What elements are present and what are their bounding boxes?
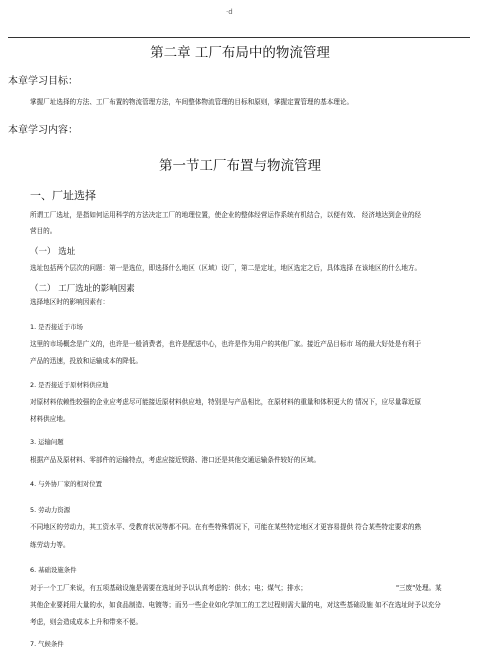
- factor-line: 不同地区的劳动力，其工资水平、受教育状况等都不同。在有些特殊情况下，可能在某些特定地区才更容易提供 符合某些特定要求的熟: [30, 523, 422, 531]
- header-mark: ·d: [226, 8, 233, 16]
- factor-line: 其他企业要耗用大量的水，如食品制造、电镀等；而另一些企业如化学加工的工艺过程则需大量的电，对这些基础设施 如不在选址时予以充分: [30, 601, 441, 609]
- chapter-title: 第二章 工厂布局中的物流管理: [150, 45, 330, 61]
- factor-title: 5. 劳动力资源: [30, 506, 71, 514]
- factor-line: 材料供应地。: [30, 415, 70, 423]
- part1-intro-line2: 营目的。: [30, 227, 57, 235]
- header-rule: [8, 37, 470, 38]
- factor-line: 产品的迅速，投放和运输成本的降低。: [30, 357, 143, 365]
- factor-title: 7. 气候条件: [30, 640, 64, 648]
- factor-inline-fragment: "三废"处理。某: [396, 584, 442, 592]
- objectives-heading: 本章学习目标：: [8, 76, 78, 87]
- sub2-heading: （二） 工厂选址的影响因素: [30, 284, 135, 294]
- factor-line: 考虑，则会造成成本上升和带来不便。: [30, 618, 143, 626]
- section-title: 第一节工厂布置与物流管理: [159, 158, 321, 174]
- factor-line: 对原材料依赖性较强的企业应考虑尽可能接近原材料供应地，特别是与产品相比，在原材料的重量和体积更大的 情况下，应尽量靠近原: [30, 398, 422, 406]
- factor-line: 对于一个工厂来说，有五项基础设施是需要在选址时予以认真考虑的：供水；电；煤气；排水；: [30, 584, 307, 592]
- sub1-heading: （一） 选址: [30, 247, 76, 257]
- sub1-text: 选址包括两个层次的问题：第一是选位，即选择什么地区（区域）设厂，第二是定址，地区选定之后，具体选择 在该地区的什么地方。: [30, 264, 422, 272]
- factor-title: 6. 基础设施条件: [30, 566, 77, 574]
- content-heading: 本章学习内容：: [8, 125, 78, 136]
- factor-line: 根据产品及原材料、零部件的运输特点，考虑应接近铁路、港口还是其他交通运输条件较好的区域。: [30, 456, 321, 464]
- factor-title: 3. 运输问题: [30, 438, 64, 446]
- factor-title: 1. 是否接近于市场: [30, 323, 83, 331]
- part1-heading: 一、厂址选择: [30, 189, 96, 202]
- objectives-text: 掌握厂址选择的方法、工厂布置的物流管理方法，车间整体物流管理的目标和原则，掌握定置管理的基本理论。: [30, 98, 354, 106]
- factor-line: 这里的市场概念是广义的，也许是一般消费者，也许是配送中心，也许是作为用户的其他厂家。接近产品目标市 场的最大好处是有利于: [30, 340, 422, 348]
- factor-title: 2. 是否接近于原材料供应地: [30, 381, 109, 389]
- factor-line: 练劳动力等。: [30, 541, 70, 549]
- part1-intro-line1: 所谓工厂选址，是指如何运用科学的方法决定工厂的地理位置，使企业的整体经营运作系统有机结合，以便有效、 经济地达到企业的经: [30, 211, 422, 219]
- factor-title: 4. 与外协厂家的相对位置: [30, 480, 103, 488]
- sub2-intro: 选择地区时的影响因素有：: [30, 298, 110, 306]
